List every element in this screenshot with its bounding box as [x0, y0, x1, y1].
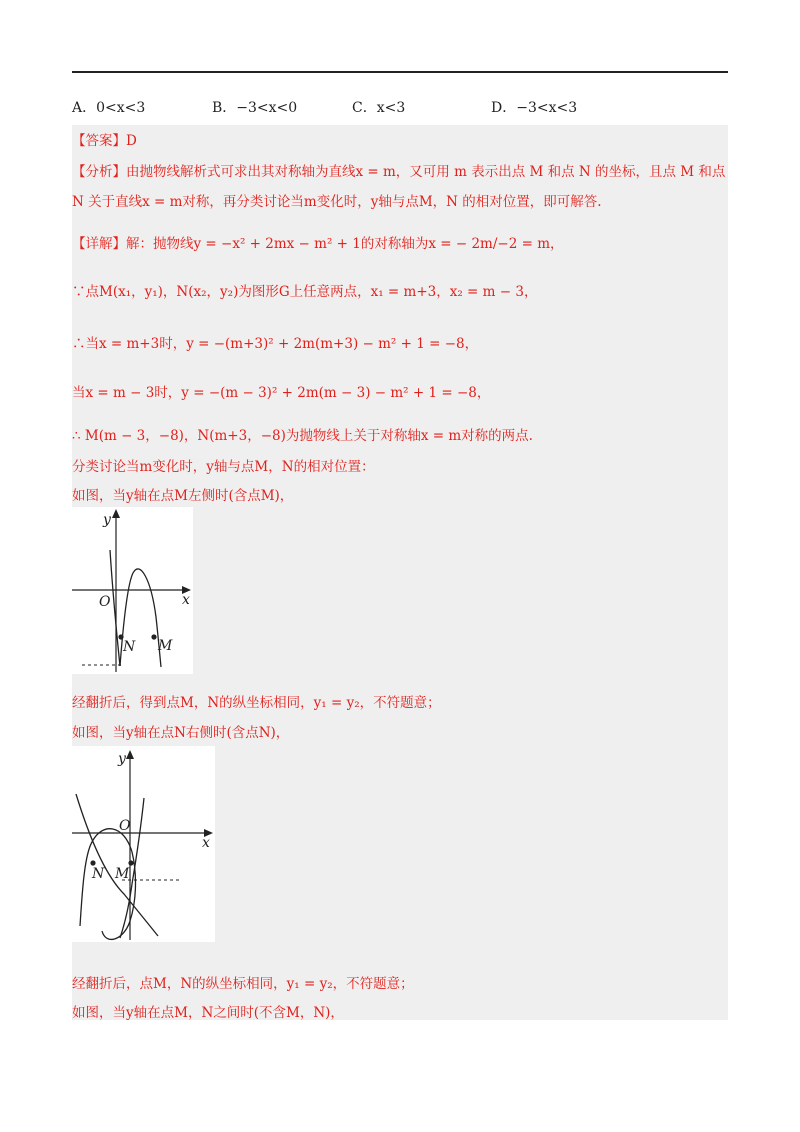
detail-line-5: ∴ M(m − 3，−8)，N(m+3，−8)为抛物线上关于对称轴x = m对称的两点. — [72, 428, 533, 444]
case3-intro: 如图，当y轴在点M，N之间时(不含M，N)， — [72, 1005, 344, 1021]
choice-c: C．x<3 — [352, 100, 406, 116]
case1-intro: 如图，当y轴在点M左侧时(含点M)， — [72, 488, 294, 504]
analysis-line-2: N 关于直线x = m对称，再分类讨论当m变化时，y轴与点M，N 的相对位置，即可解答. — [72, 194, 602, 210]
case2-intro: 如图，当y轴在点N右侧时(含点N)， — [72, 725, 290, 741]
figure-case-1 — [72, 507, 193, 674]
header-rule — [72, 71, 728, 73]
fig1-x-label: x — [182, 592, 190, 608]
choice-b: B．−3<x<0 — [212, 100, 298, 116]
solution-panel — [72, 125, 728, 1020]
detail-line-3: ∴当x = m+3时，y = −(m+3)² + 2m(m+3) − m² + 1 = −8， — [72, 336, 479, 352]
fig1-point-n-label: N — [123, 639, 136, 655]
choice-a: A．0<x<3 — [72, 100, 146, 116]
fig2-point-n-label: N — [92, 866, 105, 882]
fig1-origin-label: O — [99, 594, 111, 610]
case1-result: 经翻折后，得到点M，N的纵坐标相同，y₁ = y₂，不符题意； — [72, 695, 441, 711]
figure-case-2 — [72, 746, 215, 942]
case2-result: 经翻折后，点M，N的纵坐标相同，y₁ = y₂，不符题意； — [72, 976, 414, 992]
analysis-line-1: 【分析】由抛物线解析式可求出其对称轴为直线x = m，又可用 m 表示出点 M 和点 N 的坐标，且点 M 和点 — [72, 164, 726, 180]
fig2-point-m-label: M — [115, 866, 130, 882]
detail-line-1: 【详解】解：抛物线y = −x² + 2mx − m² + 1的对称轴为x = − 2m/−2 = m， — [72, 236, 564, 252]
answer-line: 【答案】D — [72, 133, 137, 149]
detail-line-2: ∵点M(x₁，y₁)，N(x₂，y₂)为图形G上任意两点，x₁ = m+3，x₂ = m − 3， — [72, 284, 538, 300]
fig1-point-m-label: M — [158, 638, 173, 654]
fig2-x-label: x — [202, 835, 210, 851]
answer-choices — [72, 97, 728, 117]
fig1-y-label: y — [103, 512, 111, 528]
detail-line-4: 当x = m − 3时，y = −(m − 3)² + 2m(m − 3) − m² + 1 = −8， — [72, 385, 491, 401]
choice-d: D．−3<x<3 — [491, 100, 578, 116]
detail-line-6: 分类讨论当m变化时，y轴与点M，N的相对位置： — [72, 459, 375, 475]
fig2-origin-label: O — [119, 818, 131, 834]
fig2-y-label: y — [118, 751, 126, 767]
